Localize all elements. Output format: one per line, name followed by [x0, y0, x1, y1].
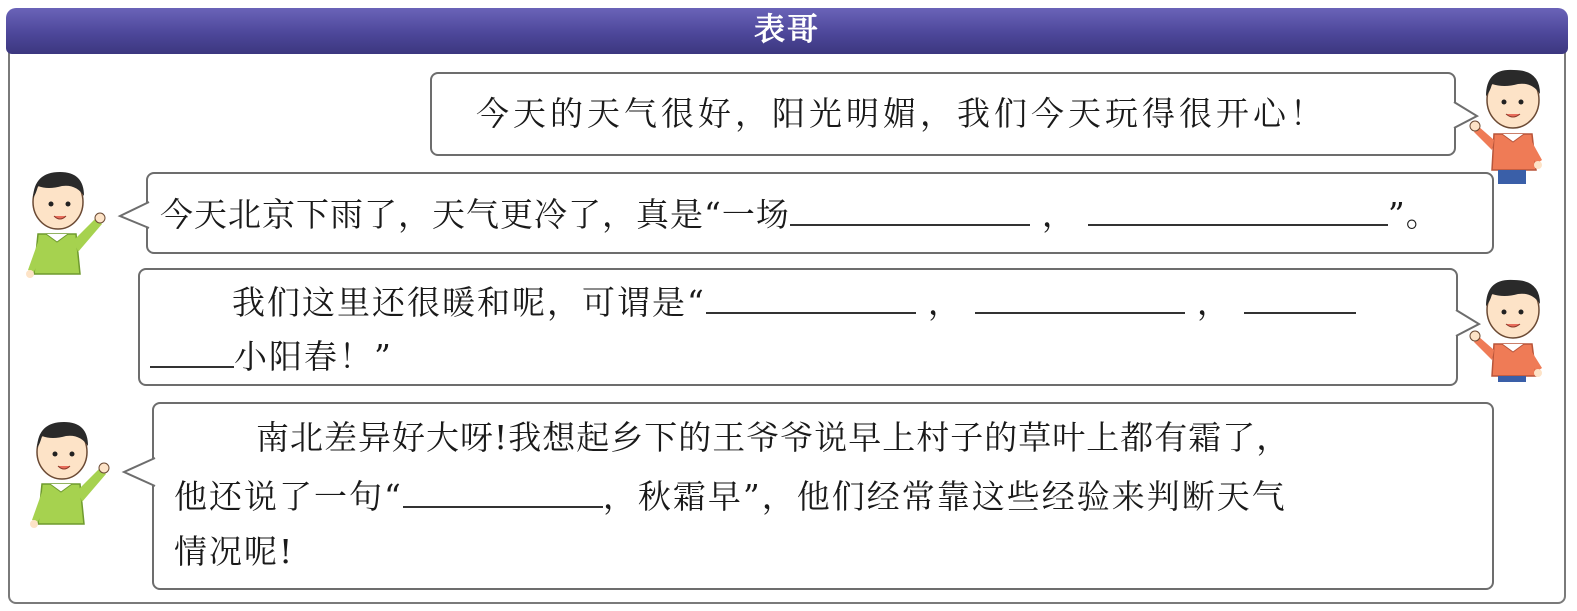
bubble-2-part-1: 今天北京下雨了，天气更冷了，真是“一场 [160, 195, 790, 234]
bubble-3-part-2: ， [927, 283, 963, 322]
speech-bubble-3 [138, 268, 1458, 386]
answer-blank-1[interactable] [790, 194, 1030, 226]
bubble-4-tail [120, 456, 156, 490]
bubble-3-line-2 [150, 336, 393, 377]
boy-avatar-green-top [18, 166, 108, 296]
page-title: 表哥 [754, 12, 820, 48]
bubble-3-part-4: 小阳春！” [234, 337, 393, 376]
speech-bubble-2 [146, 172, 1494, 254]
boy-avatar-orange-bottom [1466, 272, 1556, 402]
bubble-3-part-1: 我们这里还很暖和呢，可谓是“ [232, 283, 706, 322]
bubble-4-line-2 [174, 476, 1287, 517]
speech-bubble-4 [152, 402, 1494, 590]
bubble-2-tail [116, 200, 150, 230]
bubble-1-text: 今天的天气很好，阳光明媚，我们今天玩得很开心！ [476, 94, 1327, 133]
speech-bubble-1 [430, 72, 1456, 156]
answer-blank-2[interactable] [1088, 194, 1388, 226]
bubble-4-line-1: 南北差异好大呀!我想起乡下的王爷爷说早上村子的草叶上都有霜了， [256, 418, 1291, 457]
answer-blank-5[interactable] [1244, 282, 1356, 314]
bubble-3-part-3: ， [1196, 283, 1232, 322]
answer-blank-4[interactable] [975, 282, 1185, 314]
answer-blank-5-cont[interactable] [150, 336, 234, 368]
bubble-4-part-2: 他还说了一句“ [174, 477, 403, 516]
answer-blank-6[interactable] [403, 476, 603, 508]
boy-avatar-orange-top [1466, 62, 1556, 192]
bubble-3-line-1 [232, 282, 1356, 323]
title-bar [6, 8, 1568, 54]
bubble-2-part-2: ， [1041, 195, 1076, 234]
bubble-2-text [160, 194, 1440, 235]
boy-avatar-green-bottom [22, 416, 112, 546]
bubble-4-part-3: ，秋霜早”，他们经常靠这些经验来判断天气 [602, 477, 1287, 516]
answer-blank-3[interactable] [706, 282, 916, 314]
bubble-4-line-3: 情况呢! [174, 532, 295, 571]
bubble-2-part-3: ”。 [1387, 195, 1440, 234]
